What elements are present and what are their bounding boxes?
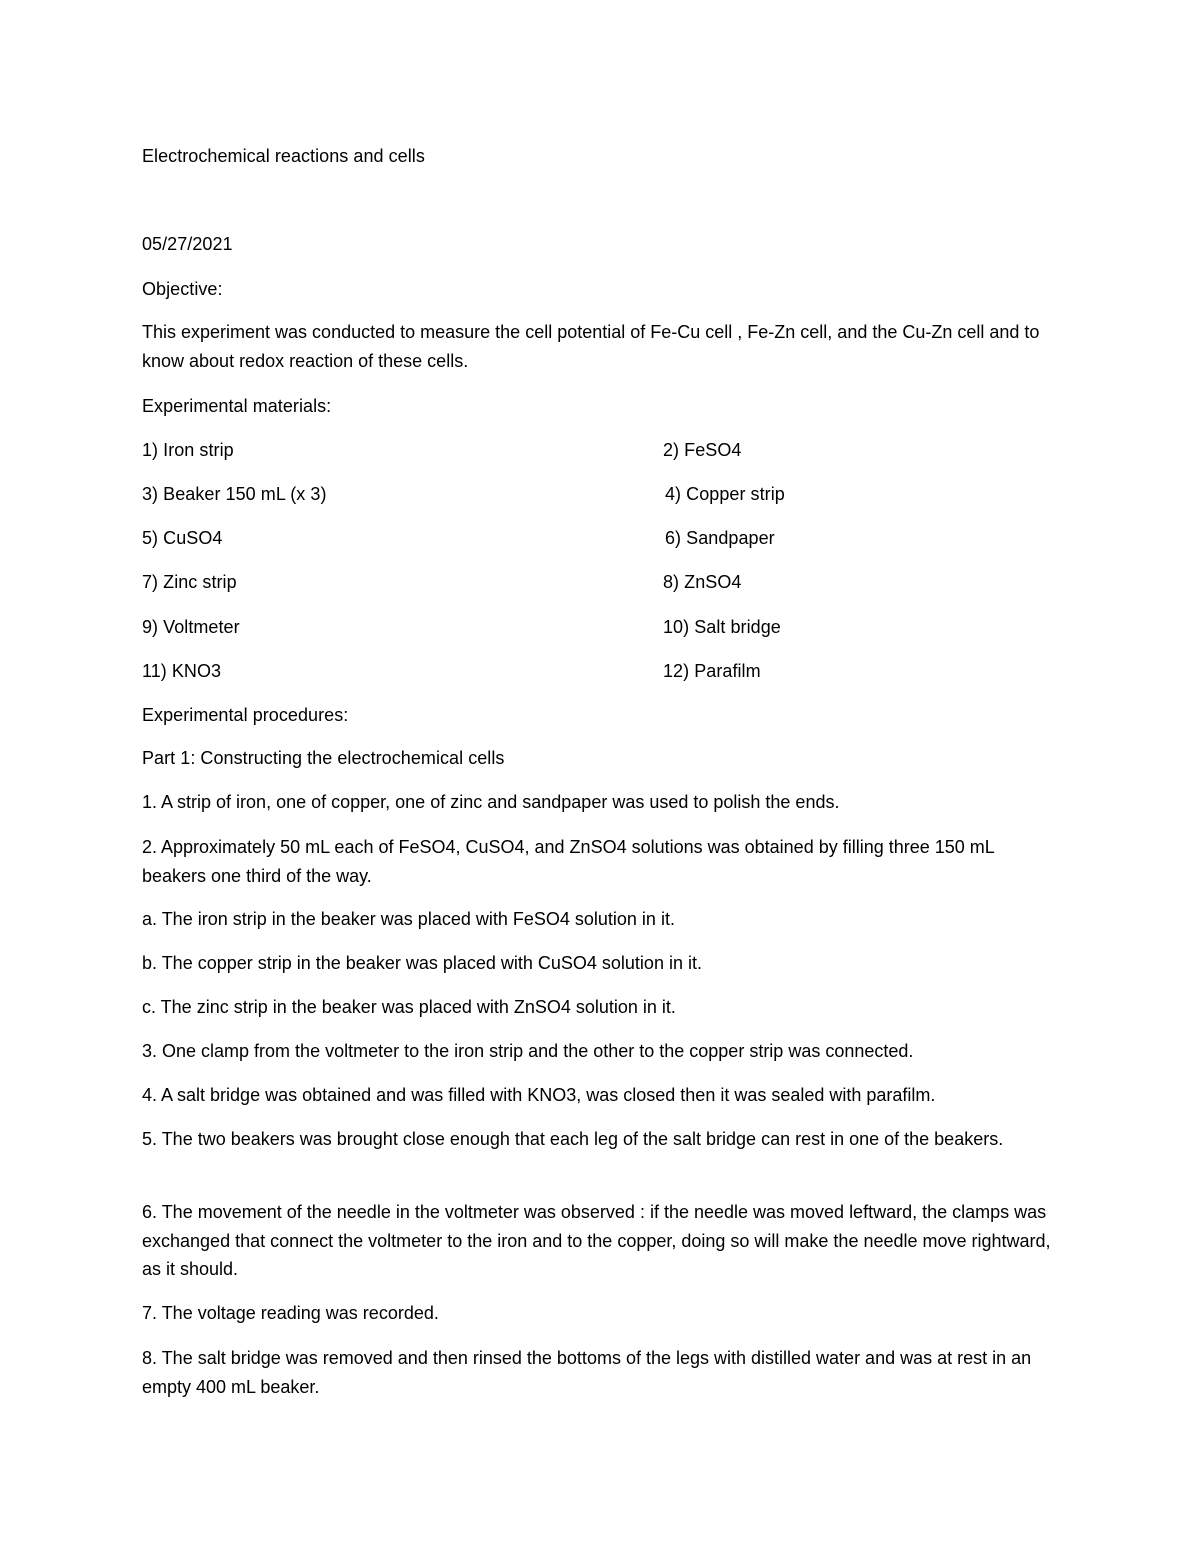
- procedure-step: 7. The voltage reading was recorded.: [142, 1303, 439, 1323]
- procedures-heading: Experimental procedures:: [142, 705, 349, 725]
- procedure-step: 3. One clamp from the voltmeter to the iron strip and the other to the copper strip was connected.: [142, 1041, 914, 1061]
- procedure-step: 4. A salt bridge was obtained and was filled with KNO3, was closed then it was sealed with parafilm.: [142, 1085, 936, 1105]
- procedure-step: c. The zinc strip in the beaker was placed with ZnSO4 solution in it.: [142, 997, 676, 1017]
- procedure-step: 6. The movement of the needle in the voltmeter was observed : if the needle was moved leftward, the clamps was exchanged that connect the voltmeter to the iron and to the copper, doing so will make the needle move rightward, as it should.: [142, 1202, 1051, 1279]
- procedure-step: 2. Approximately 50 mL each of FeSO4, CuSO4, and ZnSO4 solutions was obtained by filling three 150 mL beakers one third of the way.: [142, 837, 995, 886]
- procedure-step: 5. The two beakers was brought close enough that each leg of the salt bridge can rest in one of the beakers.: [142, 1129, 1004, 1149]
- material-item: 6) Sandpaper: [665, 528, 775, 548]
- material-item: 3) Beaker 150 mL (x 3): [142, 484, 327, 504]
- materials-heading: Experimental materials:: [142, 396, 332, 416]
- objective-heading: Objective:: [142, 279, 223, 299]
- part1-heading: Part 1: Constructing the electrochemical cells: [142, 748, 505, 768]
- material-item: 1) Iron strip: [142, 440, 234, 460]
- material-item: 8) ZnSO4: [663, 572, 742, 592]
- material-item: 9) Voltmeter: [142, 617, 240, 637]
- material-item: 2) FeSO4: [663, 440, 742, 460]
- document-title: Electrochemical reactions and cells: [142, 146, 425, 166]
- procedure-step: 1. A strip of iron, one of copper, one of zinc and sandpaper was used to polish the ends.: [142, 792, 840, 812]
- material-item: 10) Salt bridge: [663, 617, 781, 637]
- material-item: 5) CuSO4: [142, 528, 223, 548]
- material-item: 11) KNO3: [142, 661, 222, 681]
- material-item: 4) Copper strip: [665, 484, 785, 504]
- document-date: 05/27/2021: [142, 234, 233, 254]
- procedure-step: 8. The salt bridge was removed and then rinsed the bottoms of the legs with distilled water and was at rest in an empty 400 mL beaker.: [142, 1348, 1032, 1397]
- material-item: 7) Zinc strip: [142, 572, 237, 592]
- procedure-step: a. The iron strip in the beaker was placed with FeSO4 solution in it.: [142, 909, 675, 929]
- material-item: 12) Parafilm: [663, 661, 761, 681]
- procedure-step: b. The copper strip in the beaker was placed with CuSO4 solution in it.: [142, 953, 702, 973]
- objective-paragraph: This experiment was conducted to measure the cell potential of Fe-Cu cell , Fe-Zn cell, and the Cu-Zn cell and to know about redox reaction of these cells.: [142, 322, 1040, 371]
